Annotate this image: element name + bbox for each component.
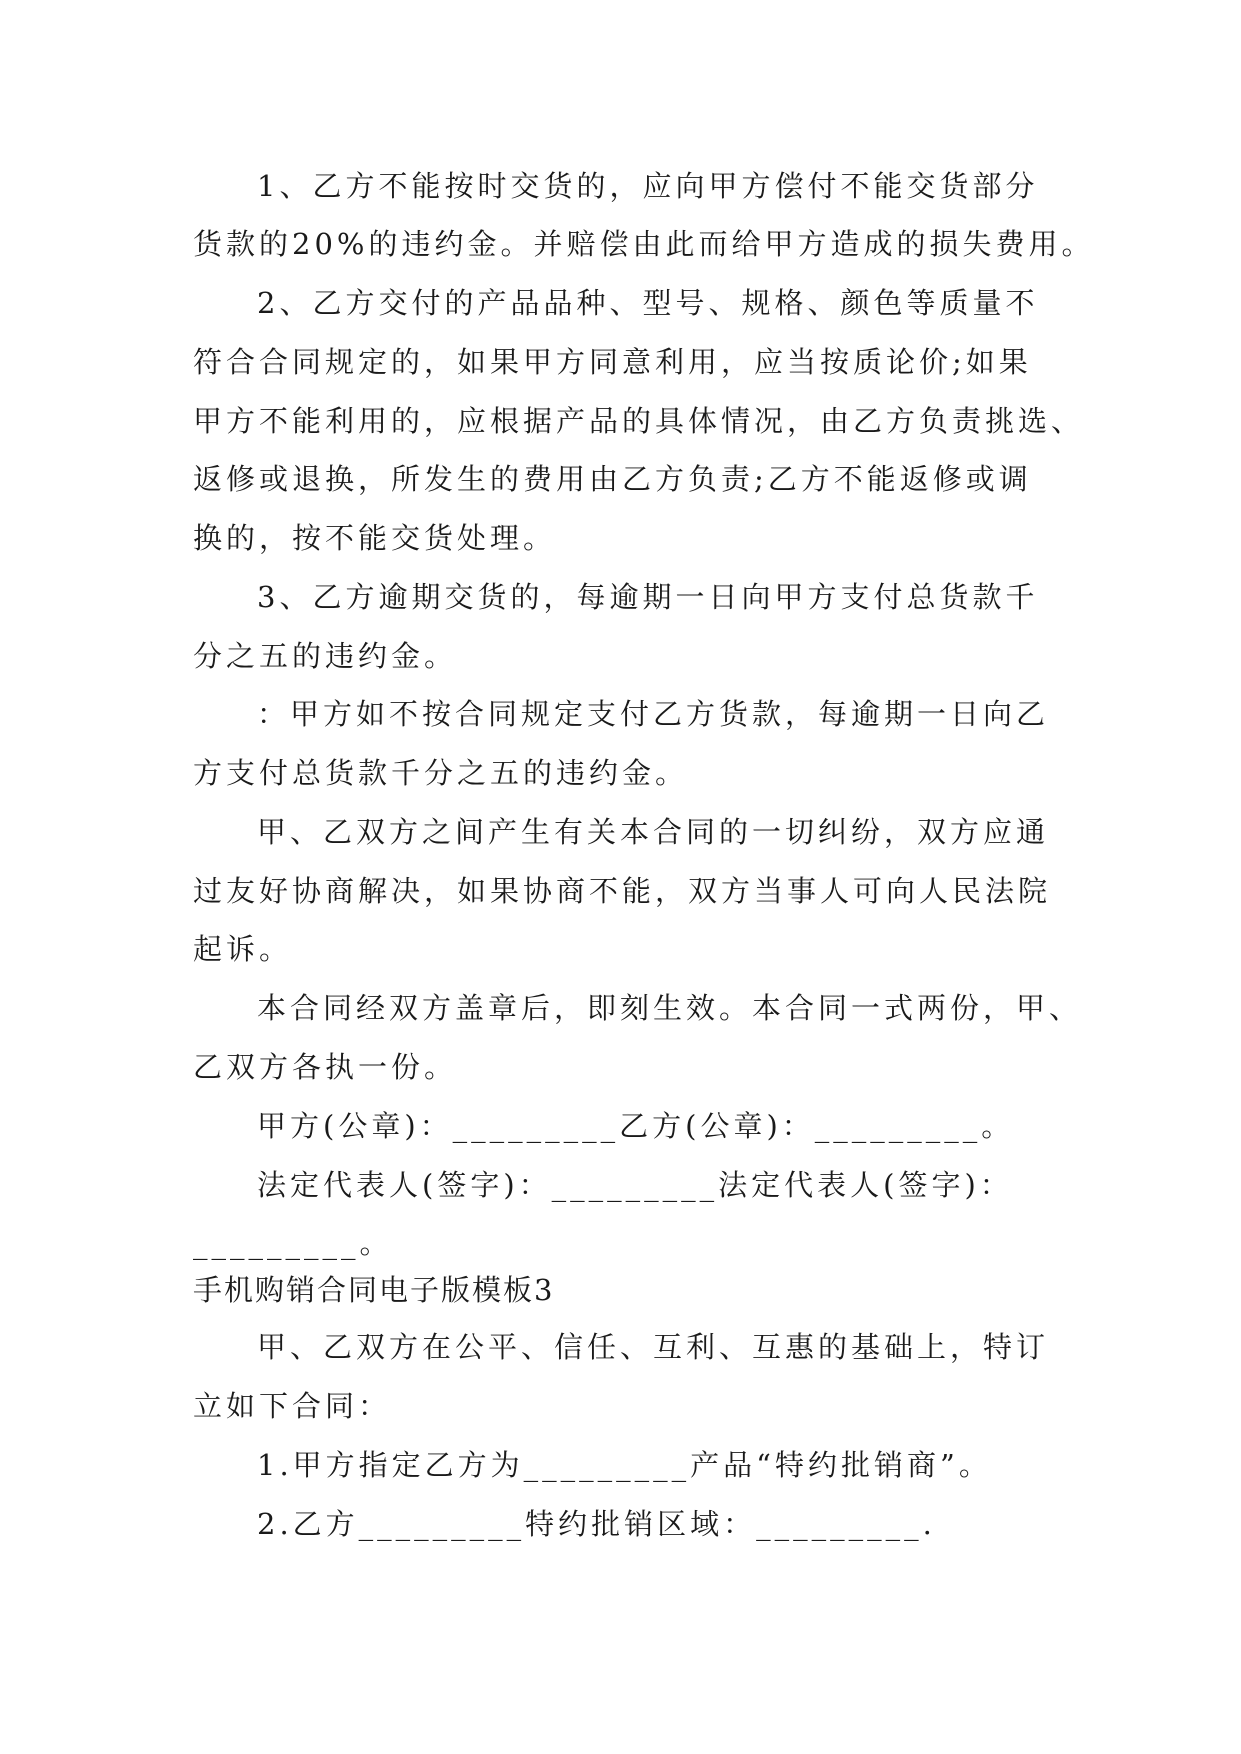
paragraph-line: 1、乙方不能按时交货的，应向甲方偿付不能交货部分 [257,169,1039,203]
signature-line: _________。 [193,1226,393,1260]
paragraph-line: 起诉。 [193,932,293,966]
paragraph-line: 返修或退换，所发生的费用由乙方负责;乙方不能返修或调 [193,462,1032,496]
signature-line: 甲方(公章)：_________乙方(公章)：_________。 [257,1109,1015,1143]
paragraph-line: 货款的20%的违约金。并赔偿由此而给甲方造成的损失费用。 [193,227,1095,261]
paragraph-line: 甲、乙双方在公平、信任、互利、互惠的基础上，特订 [257,1330,1050,1364]
signature-line: 法定代表人(签字)：_________法定代表人(签字)： [257,1168,1013,1202]
paragraph-line: 甲方不能利用的，应根据产品的具体情况，由乙方负责挑选、 [193,404,1085,438]
paragraph-line: 分之五的违约金。 [193,639,458,673]
paragraph-line: 立如下合同： [193,1389,392,1423]
section-title: 手机购销合同电子版模板3 [193,1273,555,1307]
paragraph-line: 乙双方各执一份。 [193,1050,458,1084]
paragraph-line: 过友好协商解决，如果协商不能，双方当事人可向人民法院 [193,874,1052,908]
paragraph-line: ：甲方如不按合同规定支付乙方货款，每逾期一日向乙 [257,697,1050,731]
paragraph-line: 符合合同规定的，如果甲方同意利用，应当按质论价;如果 [193,345,1032,379]
paragraph-line: 1.甲方指定乙方为_________产品“特约批销商”。 [257,1448,992,1482]
paragraph-line: 2.乙方_________特约批销区域：_________. [257,1507,936,1541]
paragraph-line: 方支付总货款千分之五的违约金。 [193,756,689,790]
paragraph-line: 2、乙方交付的产品品种、型号、规格、颜色等质量不 [257,286,1039,320]
paragraph-line: 3、乙方逾期交货的，每逾期一日向甲方支付总货款千 [257,580,1039,614]
paragraph-line: 换的，按不能交货处理。 [193,521,557,555]
paragraph-line: 甲、乙双方之间产生有关本合同的一切纠纷，双方应通 [257,815,1050,849]
paragraph-line: 本合同经双方盖章后，即刻生效。本合同一式两份，甲、 [257,991,1083,1025]
